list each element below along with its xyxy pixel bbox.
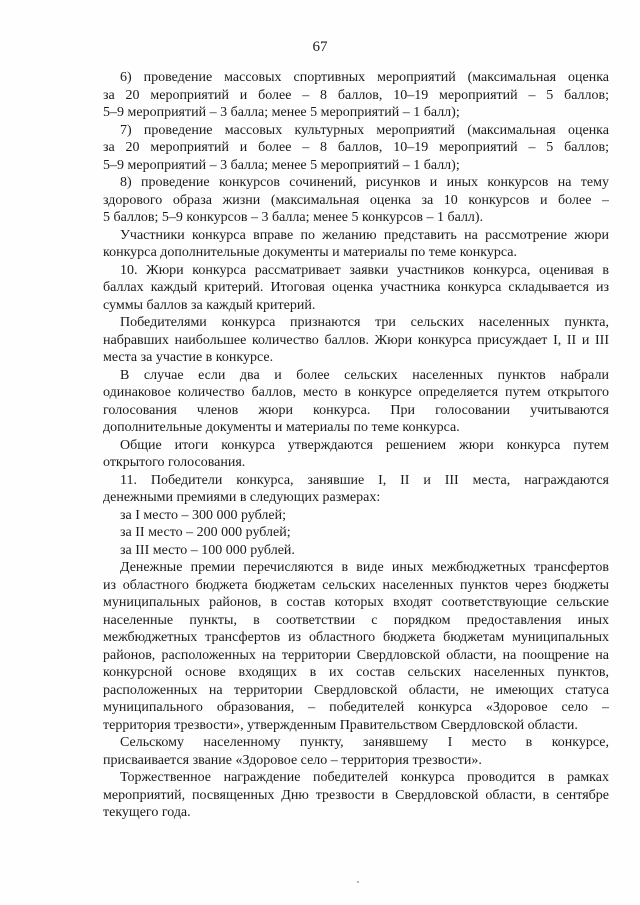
page-number: 67 [312,39,328,55]
text-line: одинаковое количество баллов, место в конкурсе определяется путем открытого [103,385,609,400]
paragraph [103,262,609,315]
text-line: конкурсной основе входящих в их состав сельских населенных пунктов, [103,665,609,680]
text-line: В случае если два и более сельских населенных пунктов набрали [120,367,609,383]
paragraph [103,769,609,822]
scan-speck [357,881,359,883]
text-line: муниципальных районов, в состав которых входят соответствующие сельские [103,595,609,610]
text-line: межбюджетных трансфертов из областного бюджета бюджетам муниципальных [103,630,609,645]
paragraph [103,174,609,227]
text-line: баллах каждый критерий. Итоговая оценка участника конкурса складывается из [103,280,609,295]
text-line: районов, расположенных на территории Свердловской области, на поощрение на [103,647,609,663]
text-line: 6) проведение массовых спортивных мероприятий (максимальная оценка [120,70,609,85]
text-line: присваивается звание «Здоровое село – территория трезвости». [103,752,482,768]
text-line: денежными премиями в следующих размерах: [103,490,381,505]
text-line: муниципального образования, – победителей конкурса «Здоровое село – [103,700,609,715]
text-line: Сельскому населенному пункту, занявшему I место в конкурсе, [120,735,609,750]
text-line: 5–9 мероприятий – 3 балла; менее 5 мероприятий – 1 балл); [103,157,460,173]
text-line: конкурса дополнительные документы и материалы по теме конкурса. [103,245,517,260]
text-line: из областного бюджета бюджетам сельских населенных пунктов через бюджеты [103,577,609,593]
text-line: 8) проведение конкурсов сочинений, рисунков и иных конкурсов на тему [120,175,609,190]
text-line: текущего года. [103,805,191,820]
paragraph [103,542,609,560]
paragraph [103,472,609,507]
text-line: Победителями конкурса признаются три сельских населенных пункта, [120,315,609,330]
text-line: здорового образа жизни (максимальная оценка за 10 конкурсов и более – [103,192,609,208]
text-line: места за участие в конкурсе. [103,350,274,365]
text-line: за II место – 200 000 рублей; [120,525,291,540]
text-line: суммы баллов за каждый критерий. [103,297,316,313]
paragraph [103,559,609,734]
text-line: 11. Победители конкурса, занявшие I, II и III места, награждаются [120,472,609,488]
paragraph [103,314,609,367]
text-line: мероприятий, посвященных Дню трезвости в Свердловской области, в сентябре [103,787,609,803]
text-line: 7) проведение массовых культурных мероприятий (максимальная оценка [120,122,609,138]
text-line: дополнительные документы и материалы по теме конкурса. [103,420,460,435]
paragraph [103,437,609,472]
text-line: Торжественное награждение победителей конкурса проводится в рамках [120,770,609,785]
text-line: населенные пункты, в соответствии с порядком предоставления иных [103,612,609,628]
text-line: территория трезвости», утвержденным Правительством Свердловской области. [103,717,578,733]
text-line: голосования членов жюри конкурса. При голосовании учитываются [103,402,609,418]
text-line: открытого голосования. [103,455,246,470]
paragraph [103,524,609,542]
text-line: 5–9 мероприятий – 3 балла; менее 5 мероприятий – 1 балл); [103,105,460,120]
text-line: за III место – 100 000 рублей. [120,542,295,558]
text-line: 5 баллов; 5–9 конкурсов – 3 балла; менее 5 конкурсов – 1 балл). [103,210,484,225]
paragraph [103,367,609,437]
text-line: расположенных на территории Свердловской области, не имеющих статуса [103,682,609,698]
paragraph [103,734,609,769]
paragraph [103,69,609,122]
text-line: за 20 мероприятий и более – 8 баллов, 10–19 мероприятий – 5 баллов; [103,140,609,155]
text-line: Денежные премии перечисляются в виде иных межбюджетных трансфертов [120,560,609,575]
text-line: набравших наибольшее количество баллов. Жюри конкурса присуждает I, II и III [103,332,609,348]
text-line: Общие итоги конкурса утверждаются решением жюри конкурса путем [120,437,609,453]
paragraph [103,122,609,175]
paragraph [103,507,609,525]
text-line: 10. Жюри конкурса рассматривает заявки участников конкурса, оценивая в [120,262,609,278]
document-body [103,69,609,822]
text-line: Участники конкурса вправе по желанию представить на рассмотрение жюри [120,227,609,243]
paragraph [103,227,609,262]
text-line: за 20 мероприятий и более – 8 баллов, 10–19 мероприятий – 5 баллов; [103,87,609,103]
text-line: за I место – 300 000 рублей; [120,507,286,523]
